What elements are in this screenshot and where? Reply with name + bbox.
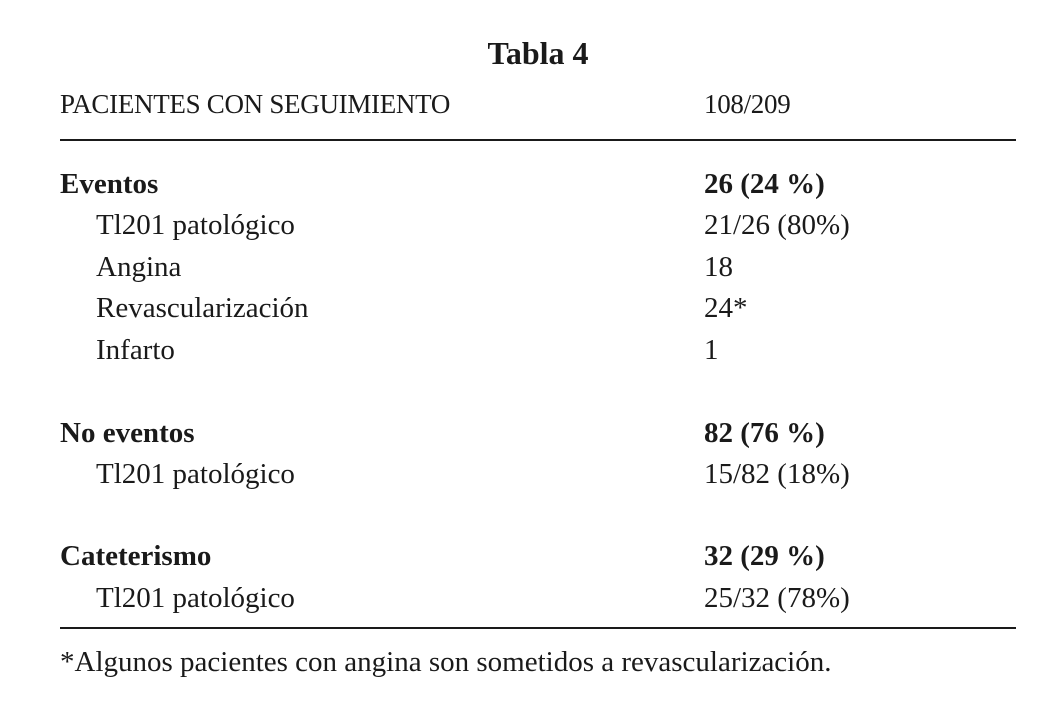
row-value: 1 — [704, 334, 719, 366]
section-value: 82 (76 %) — [704, 417, 825, 449]
table-row — [60, 330, 1016, 370]
section-label: Eventos — [60, 168, 159, 200]
table-title: Tabla 4 — [487, 35, 589, 71]
section-row-cateterismo — [60, 536, 1016, 576]
row-value: 24* — [704, 292, 748, 324]
table-row — [60, 205, 1016, 245]
table-row — [60, 578, 1016, 618]
row-label: Angina — [96, 251, 182, 283]
section-label: Cateterismo — [60, 540, 212, 572]
section-value: 26 (24 %) — [704, 168, 825, 200]
table-document — [60, 0, 1016, 716]
section-row-no-eventos — [60, 413, 1016, 453]
footnote: *Algunos pacientes con angina son sometidos a revascularización. — [60, 646, 832, 678]
row-label: Infarto — [96, 334, 175, 366]
section-label: No eventos — [60, 417, 195, 449]
section-row-eventos — [60, 164, 1016, 204]
row-label: Tl201 patológico — [96, 458, 295, 490]
top-divider — [60, 139, 1016, 141]
row-value: 18 — [704, 251, 733, 283]
row-label: Tl201 patológico — [96, 209, 295, 241]
row-label: Tl201 patológico — [96, 582, 295, 614]
header-label: PACIENTES CON SEGUIMIENTO — [60, 89, 451, 119]
row-value: 21/26 (80%) — [704, 209, 850, 241]
row-value: 25/32 (78%) — [704, 582, 850, 614]
header-value: 108/209 — [704, 89, 791, 119]
table-row — [60, 288, 1016, 328]
table-row — [60, 247, 1016, 287]
table-row — [60, 454, 1016, 494]
row-label: Revascularización — [96, 292, 309, 324]
section-value: 32 (29 %) — [704, 540, 825, 572]
bottom-divider — [60, 627, 1016, 629]
header-row — [60, 84, 1016, 124]
row-value: 15/82 (18%) — [704, 458, 850, 490]
